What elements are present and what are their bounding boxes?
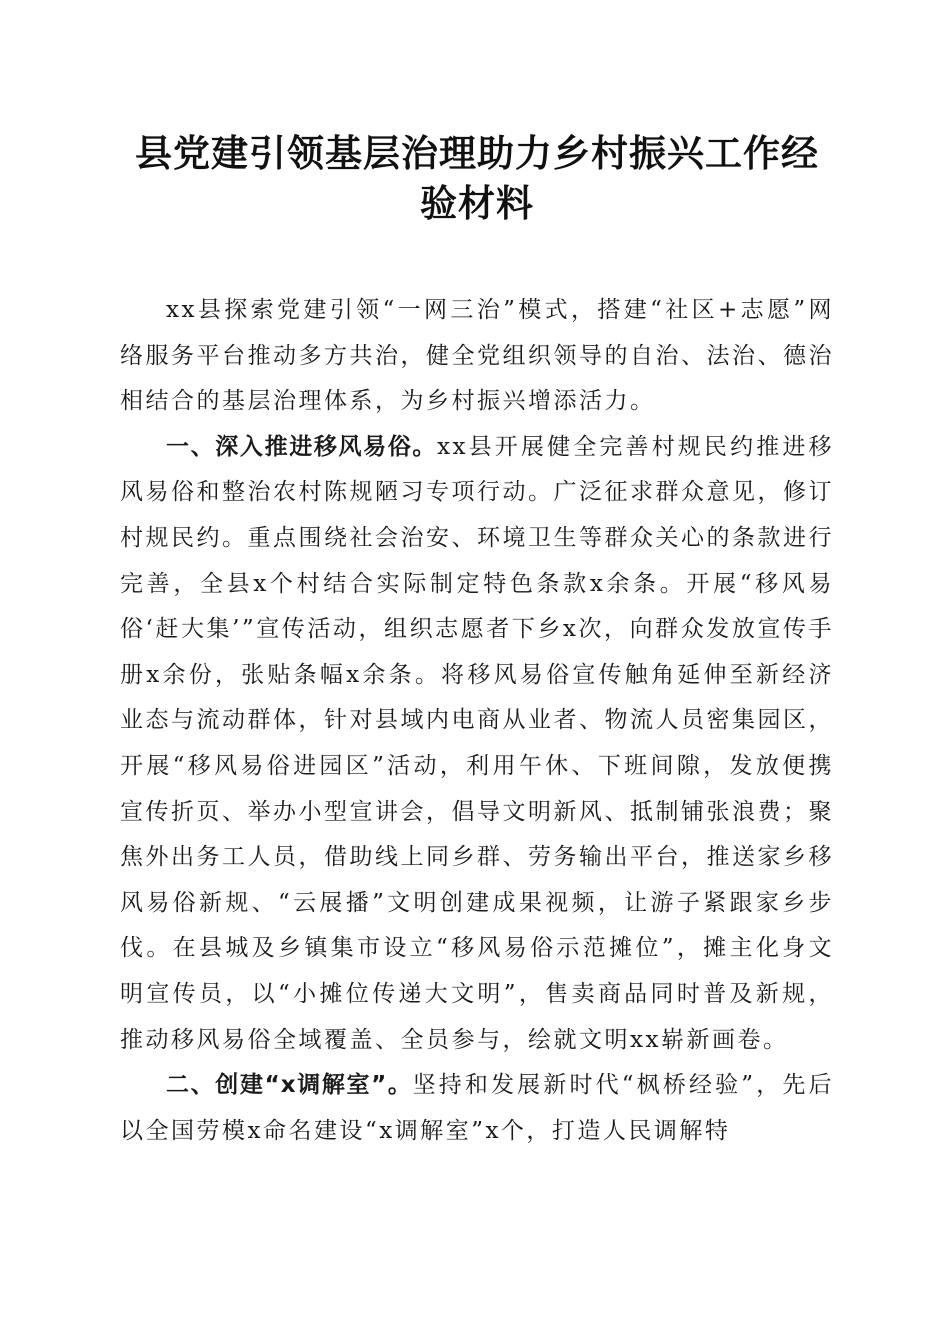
section-heading-1: 一、深入推进移风易俗。 bbox=[166, 433, 438, 460]
document-title: 县党建引领基层治理助力乡村振兴工作经验材料 bbox=[135, 131, 819, 225]
section-paragraph-2 bbox=[120, 1063, 834, 1154]
section-text-2: 坚持和发展新时代“枫桥经验”，先后以全国劳模x命名建设“x调解室”x个，打造人民调解特 bbox=[120, 1072, 834, 1144]
document-body bbox=[120, 288, 834, 1154]
section-paragraph-1 bbox=[120, 425, 834, 1063]
section-text-1: xx县开展健全完善村规民约推进移风易俗和整治农村陈规陋习专项行动。广泛征求群众意见，修订村规民约。重点围绕社会治安、环境卫生等群众关心的条款进行完善，全县x个村结合实际制定特色条款x余条。开展“移风易俗‘赶大集’”宣传活动，组织志愿者下乡x次，向群众发放宣传手册x余份，张贴条幅x余条。将移风易俗宣传触角延伸至新经济业态与流动群体，针对县域内电商从业者、物流人员密集园区，开展“移风易俗进园区”活动，利用午休、下班间隙，发放便携宣传折页、举办小型宣讲会，倡导文明新风、抵制铺张浪费；聚焦外出务工人员，借助线上同乡群、劳务输出平台，推送家乡移风易俗新规、“云展播”文明创建成果视频，让游子紧跟家乡步伐。在县城及乡镇集市设立“移风易俗示范摊位”，摊主化身文明宣传员，以“小摊位传递大文明”，售卖商品同时普及新规，推动移风易俗全域覆盖、全员参与，绘就文明xx崭新画卷。 bbox=[120, 433, 834, 1053]
section-heading-2: 二、创建“x调解室”。 bbox=[166, 1072, 413, 1099]
intro-paragraph: xx县探索党建引领“一网三治”模式，搭建“社区+志愿”网络服务平台推动多方共治，健全党组织领导的自治、法治、德治相结合的基层治理体系，为乡村振兴增添活力。 bbox=[120, 297, 834, 415]
